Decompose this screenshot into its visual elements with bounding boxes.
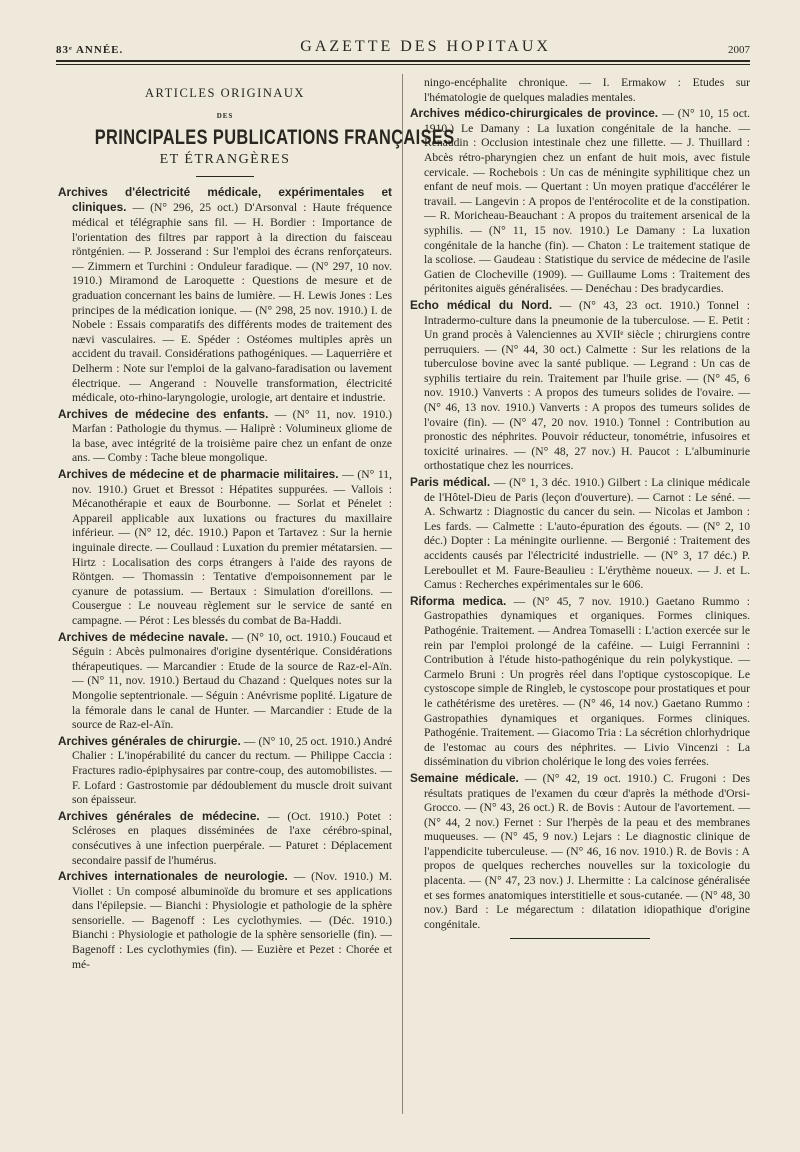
entry-body: — (N° 45, 7 nov. 1910.) Gaetano Rummo : Gastropathies dynamiques et organiques. Formes cliniques. Pathogénie. Traitement. — Andrea Tomaselli : L'action exercée sur le rein par l'emploi prolongé de la caféine. — Luigi Ferrannini : Contribution à l'étude histo-pathogénique du rein polykystique. — Carmelo Bruni : Un progrès réel dans l'optique cystoscopique. Le cystoscope simple de Ringleb, le cystoscope pour prostatiques et pour le cathétérisme des uretères. — (N° 46, 14 nov.) Gaetano Rummo : Gastropathies dynamiques et organiques. Formes cliniques. Pathogénie. Traitement. — Giacomo Tria : La sécrétion chlorhydrique de l'estomac au cours des néphrites. — Livio Vincenzi : La dissémination du vibrion cholérique le long des voies ferrées. [424,594,751,769]
journal-entry [410,771,750,933]
journal-name: Archives internationales de neurologie. [58,869,288,884]
entry-text [410,106,750,297]
section-title-line1: ARTICLES ORIGINAUX [145,86,305,100]
page-number: 2007 [727,44,750,56]
journal-entry [410,298,750,474]
entry-lead [58,408,268,421]
column-divider [402,74,403,1114]
entry-text [58,869,392,972]
journal-entry [410,475,750,593]
entry-lead [58,735,241,748]
entry-text [410,594,750,770]
journal-name: Archives d'électricité médicale, expérimentales et cliniques. [58,184,392,215]
journal-title: GAZETTE DES HOPITAUX [300,38,551,55]
journal-name: Archives générales de chirurgie. [58,733,241,748]
end-rule [510,938,650,939]
journal-name: Archives médico-chirurgicales de province. [410,106,659,121]
journal-entry [410,106,750,297]
right-column [410,76,750,939]
header-rule-thick [56,60,750,62]
entry-body: ningo-encéphalite chronique. — I. Ermakow : Etudes sur l'hématologie de quelques maladies mentales. [424,76,750,104]
journal-entry [410,594,750,770]
entry-lead [410,107,658,120]
journal-entry [58,630,392,733]
entry-lead [410,595,506,608]
entry-body: — (N° 10, 25 oct. 1910.) André Chalier : L'inopérabilité du cancer du rectum. — Philippe Caccia : Fractures radio-épiphysaires par contre-coup, des automobilistes. — F. Lofard : Gastrostomie par dédoublement du muscle droit suivant son épaisseur. [72,734,393,807]
section-title-line2: DES [216,111,234,120]
journal-name: Archives de médecine navale. [58,629,229,644]
journal-name: Archives générales de médecine. [58,808,260,823]
journal-name: Archives de médecine et de pharmacie militaires. [58,467,339,482]
journal-name: Echo médical du Nord. [410,297,553,312]
entry-body: — (N° 11, nov. 1910.) Marfan : Pathologie du thymus. — Haliprè : Volumineux gliome de la base, avec intégrité de la troisième paire chez un enfant de onze ans. — Comby : Tache bleue mongolique. [72,407,392,465]
entry-body: — (Oct. 1910.) Potet : Scléroses en plaques disséminées de l'axe cérébro-spinal, consécutives à une infection puerpérale. — Paturet : Déplacement secondaire passif de l'humérus. [72,809,392,867]
journal-name: Riforma medica. [410,593,507,608]
entry-text [410,298,750,474]
entry-body: — (N° 10, 15 oct. 1910.) Le Damany : La luxation congénitale de la hanche. — Renaudin : Occlusion intestinale chez une fillette. — J. Thuillard : Abcès rétro-pharyngien chez un enfant de huit mois, avec fistule cervicale. — Rochebois : Un cas de méningite syphilitique chez un enfant de neuf mois. — Quertant : Un moyen pratique d'accélérer le travail. — Langevin : A propos de l'entérocolite et de la constipation. — R. Moricheau-Beauchant : A propos du traitement arsenical de la syphilis. — (N° 11, 15 nov. 1910.) Le Damany : La luxation congénitale de la hanche (fin). — Chaton : Le traitement statique de la scoliose. — Gaudeau : Statistique du service de médecine de l'asile Gatien de Clocheville (1909). — Guillaume Loms : Traitement des péritonites aiguës généralisées. — Denéchau : Des bradycardies. [424,107,750,296]
section-title-line4: ET ÉTRANGÈRES [159,152,291,168]
entry-text [410,771,750,933]
right-entries [410,76,750,932]
entry-lead [410,476,490,489]
journal-name: Paris médical. [410,475,491,490]
entry-text [58,734,392,808]
entry-lead [410,772,519,785]
entry-lead [58,468,339,481]
entry-text [58,185,392,406]
journal-entry [58,407,392,466]
entry-text [410,475,750,593]
header-rule-thin [56,64,750,65]
journal-entry [58,809,392,868]
entry-text [410,76,750,105]
section-title-block [58,86,455,177]
journal-entry [58,185,392,406]
volume-label: 83ᵉ ANNÉE. [56,44,124,56]
entry-text [58,630,392,733]
entry-text [58,467,392,629]
entry-body: — (Nov. 1910.) M. Viollet : Un composé albuminoïde du bromure et ses applications dans l'épilepsie. — Bianchi : Physiologie et pathologie de la sphère sensorielle. — Bagenoff : Les cyclothymies. — (Déc. 1910.) Bianchi : Physiologie et pathologie de la sphère sensorielle (fin). — Bagenoff : Les cyclothymies (fin). — Euzière et Pezet : Chorée et mé- [72,870,392,971]
journal-name: Archives de médecine des enfants. [58,406,269,421]
entry-lead [58,870,288,883]
entry-lead [58,810,260,823]
entry-body: — (N° 10, oct. 1910.) Foucaud et Séguin : Abcès pulmonaires d'origine dysentérique. Considérations thérapeutiques. — Marcandier : Etude de la source de Raz-el-Aïn. — (N° 11, nov. 1910.) Bertaud du Chazand : Quelques notes sur la Mongolie septentrionale. — Séguin : Anévrisme poplité. Ligature de la fémorale dans le canal de Hunter. — Marcandier : Etude de la source de Raz-el-Aïn. [72,630,392,732]
entry-lead [58,631,228,644]
entry-body: — (N° 296, 25 oct.) D'Arsonval : Haute fréquence médical et télégraphie sans fil. — H. Bordier : Importance de l'orientation des filtres par rapport à la direction du faisceau röntgénien. — P. Josserand : Sur l'emploi des écrans renforçateurs. — Zimmern et Turchini : Onduleur faradique. — (N° 297, 10 nov. 1910.) Miramond de Laroquette : Questions de mesure et de graduation concernant les bains de lumière. — H. Lewis Jones : Les principes de la médication ionique. — (N° 298, 25 nov. 1910.) I. de Nobele : Essais comparatifs des différents modes de traitement des nævi vasculaires. — E. Spéder : Ostéomes multiples après un accident du travail. Considérations pathogéniques. — Laquerrière et Delherm : Note sur l'emploi de la galvano-faradisation ou lavement électrique. — Angerand : Nouvelle transformation, électricité médicale, oto-rhino-laryngologie, urologie, art dentaire et industrie. [72,201,392,405]
entry-body: — (N° 43, 23 oct. 1910.) Tonnel : Intradermo-culture dans la pneumonie de la tuberculose. — E. Petit : Un grand procès à Valenciennes au XVIIᵉ siècle ; chirurgiens contre perruquiers. — (N° 44, 30 oct.) Calmette : Sur les relations de la tuberculose bovine avec la santé publique. — Legrand : Un cas de syphilis tertiaire du rein. Traitement par l'huile grise. — (N° 45, 6 nov. 1910.) Vanverts : A propos des tumeurs solides de l'ovaire. — (N° 46, 13 nov. 1910.) Vanverts : A propos des tumeurs solides de l'ovaire (fin). — (N° 47, 20 nov. 1910.) Tonnel : Contribution au pronostic des néphrites. Pouvoir réducteur, tonométrie, infusoires et toxicité urinaires. — (N° 48, 27 nov.) H. Paucot : L'albuminurie orthostatique chez les nourrices. [424,298,750,473]
entry-body: — (N° 42, 19 oct. 1910.) C. Frugoni : Des résultats pratiques de l'examen du cœur d'après la méthode d'Orsi-Grocco. — (N° 43, 26 oct.) R. de Bovis : Autour de l'avortement. — (N° 44, 2 nov.) Fernet : Sur l'herpès de la peau et des membranes muqueuses. — (N° 45, 9 nov.) Lejars : Le diagnostic clinique de l'appendicite tuberculeuse. — (N° 46, 16 nov. 1910.) R. de Bovis : A propos de quelques recherches nouvelles sur la toxicologie du placenta. — (N° 47, 23 nov.) J. Lhermitte : La calcinose généralisée et ses formes anatomiques interstitielle et sous-cutanée. — (N° 48, 30 nov.) Bard : Le mégarectum : dilatation idiopathique d'origine congénitale. [424,771,750,931]
entry-lead [410,299,552,312]
entry-body: — (N° 11, nov. 1910.) Gruet et Bressot : Hépatites suppurées. — Vallois : Mécanothérapie et eaux de Bourbonne. — Sorlat et Pénelet : Appareil applicable aux luxations ou fractures du maxillaire inférieur. — (N° 12, déc. 1910.) Papon et Tartavez : Sur la hernie inguinale directe. — Coullaud : Luxation du premier métatarsien. — Hirtz : Localisation des corps étrangers à l'aide des rayons de Röntgen. — Thomassin : Tentative d'empoisonnement par le cyanure de potassium. — Bertaux : Simulation d'oreillons. — Cousergue : Le nouveau règlement sur le service de santé en campagne. — Pérot : Les blessés du combat de Ba-Haddi. [72,468,392,627]
left-entries [58,185,392,972]
page-header [56,34,750,56]
journal-entry [58,734,392,808]
journal-entry [58,869,392,972]
journal-entry [410,76,750,105]
journal-name: Semaine médicale. [410,770,519,785]
section-title-main: PRINCIPALES PUBLICATIONS FRANÇAISES [94,126,455,150]
entry-body: — (N° 1, 3 déc. 1910.) Gilbert : La clinique médicale de l'Hôtel-Dieu de Paris (leçon d'ouverture). — Carnot : Le séné. — A. Schwartz : Diagnostic du cancer du sein. — Nicolas et Jambon : Les fards. — Calmette : L'auto-épuration des égouts. — (N° 2, 10 déc.) Dopter : La méningite ourlienne. — Bergonié : Traitement des accidents causés par l'électricité industrielle. — (N° 3, 17 déc.) P. Lereboullet et M. Faure-Beaulieu : L'érythème noueux. — J. et L. Camus : Recherches expérimentales sur le 606. [424,476,750,592]
journal-entry [58,467,392,629]
entry-text [58,407,392,466]
entry-text [58,809,392,868]
title-rule [196,176,254,177]
